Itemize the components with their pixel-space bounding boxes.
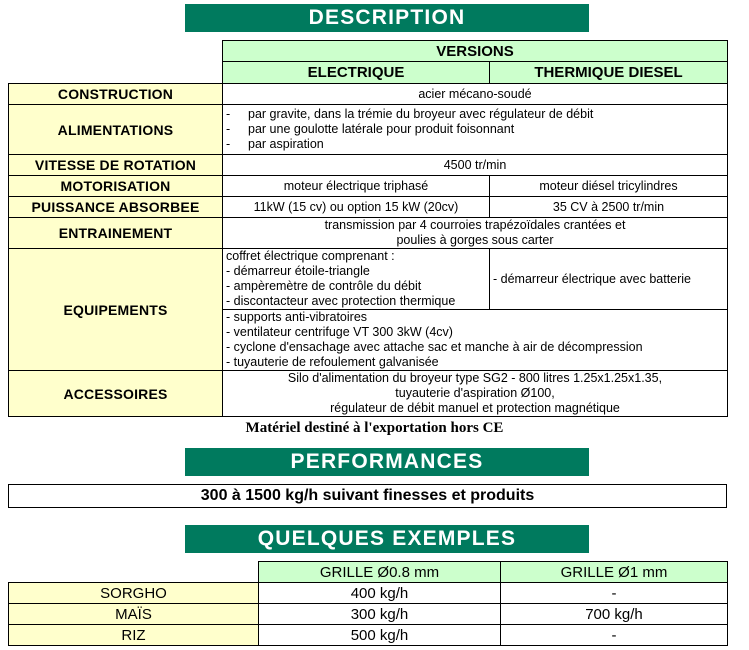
- entrainement-line-1: transmission par 4 courroies trapézoïdales crantées et: [324, 218, 626, 232]
- row-value-equipements-common: [223, 310, 728, 371]
- equipement-line: - cyclone d'ensachage avec attache sac et manche à air de décompression: [226, 340, 643, 354]
- list-item: [226, 137, 724, 152]
- equipement-line: - supports anti-vibratoires: [226, 310, 368, 324]
- cell-sorgho-grille-1: -: [501, 583, 728, 604]
- table-row-examples-header: [9, 562, 728, 583]
- list-item: [226, 122, 724, 137]
- accessoires-line-3: régulateur de débit manuel et protection magnétique: [330, 401, 620, 415]
- equipement-line: coffret électrique comprenant :: [226, 249, 395, 263]
- cell-mais-grille-1: 700 kg/h: [501, 604, 728, 625]
- equipement-line: - discontacteur avec protection thermique: [226, 294, 456, 308]
- table-row-vitesse: [9, 155, 728, 176]
- row-value-alimentations: [223, 105, 728, 155]
- accessoires-line-1: Silo d'alimentation du broyeur type SG2 - 800 litres 1.25x1.25x1.35,: [287, 371, 663, 385]
- equipement-line: - démarreur étoile-triangle: [226, 264, 370, 278]
- spacer-cell: [9, 41, 223, 62]
- examples-table: [8, 561, 728, 646]
- dash-marker: -: [226, 107, 231, 121]
- table-row-motorisation: [9, 176, 728, 197]
- row-value-equipements-electrique: [223, 249, 490, 310]
- table-row-puissance: [9, 197, 728, 218]
- column-header-electrique: ELECTRIQUE: [223, 62, 490, 84]
- section-banner-quelques-exemples: QUELQUES EXEMPLES: [185, 525, 589, 553]
- row-value-vitesse-de-rotation: 4500 tr/min: [223, 155, 728, 176]
- list-item: [226, 107, 724, 122]
- row-value-accessoires: [223, 371, 728, 417]
- row-value-puissance-thermique: 35 CV à 2500 tr/min: [490, 197, 728, 218]
- row-label-puissance-absorbee: PUISSANCE ABSORBEE: [9, 197, 223, 218]
- table-row: [9, 583, 728, 604]
- equipement-line: - tuyauterie de refoulement galvanisée: [226, 355, 439, 369]
- versions-header: VERSIONS: [223, 41, 728, 62]
- cell-riz-grille-08: 500 kg/h: [259, 625, 501, 646]
- row-value-motorisation-thermique: moteur diésel tricylindres: [490, 176, 728, 197]
- cell-riz-grille-1: -: [501, 625, 728, 646]
- performances-value: 300 à 1500 kg/h suivant finesses et produits: [8, 484, 727, 508]
- equipement-line: - démarreur électrique avec batterie: [493, 271, 692, 286]
- row-label-mais: MAÏS: [9, 604, 259, 625]
- section-banner-performances: PERFORMANCES: [185, 448, 589, 476]
- spacer-cell: [9, 62, 223, 84]
- column-header-thermique: THERMIQUE DIESEL: [490, 62, 728, 84]
- row-label-vitesse-de-rotation: VITESSE DE ROTATION: [9, 155, 223, 176]
- list-item-text: par une goulotte latérale pour produit foisonnant: [248, 122, 515, 136]
- list-item-text: par gravite, dans la trémie du broyeur avec régulateur de débit: [248, 107, 594, 121]
- row-label-construction: CONSTRUCTION: [9, 84, 223, 105]
- equipement-line: - ampèremètre de contrôle du débit: [226, 279, 422, 293]
- cell-mais-grille-08: 300 kg/h: [259, 604, 501, 625]
- section-banner-description: DESCRIPTION: [185, 4, 589, 32]
- table-row: [9, 625, 728, 646]
- table-row-version-columns: [9, 62, 728, 84]
- table-row: [9, 604, 728, 625]
- table-row-versions-header: [9, 41, 728, 62]
- row-label-equipements: EQUIPEMENTS: [9, 249, 223, 371]
- row-label-motorisation: MOTORISATION: [9, 176, 223, 197]
- export-note: Matériel destiné à l'exportation hors CE: [245, 420, 504, 436]
- row-value-equipements-thermique: [490, 249, 728, 310]
- list-item-text: par aspiration: [248, 137, 324, 151]
- row-label-sorgho: SORGHO: [9, 583, 259, 604]
- entrainement-line-2: poulies à gorges sous carter: [396, 233, 554, 247]
- table-row-entrainement: [9, 218, 728, 249]
- column-header-grille-1: GRILLE Ø1 mm: [501, 562, 728, 583]
- dash-marker: -: [226, 122, 231, 136]
- table-row-alimentations: [9, 105, 728, 155]
- row-value-motorisation-electrique: moteur électrique triphasé: [223, 176, 490, 197]
- row-label-alimentations: ALIMENTATIONS: [9, 105, 223, 155]
- cell-sorgho-grille-08: 400 kg/h: [259, 583, 501, 604]
- row-value-entrainement: [223, 218, 728, 249]
- row-label-entrainement: ENTRAINEMENT: [9, 218, 223, 249]
- table-row-accessoires: [9, 371, 728, 417]
- row-label-accessoires: ACCESSOIRES: [9, 371, 223, 417]
- accessoires-line-2: tuyauterie d'aspiration Ø100,: [395, 386, 555, 400]
- table-row-construction: [9, 84, 728, 105]
- column-header-grille-08: GRILLE Ø0.8 mm: [259, 562, 501, 583]
- table-row-equipements-split: [9, 249, 728, 310]
- row-value-puissance-electrique: 11kW (15 cv) ou option 15 kW (20cv): [223, 197, 490, 218]
- dash-marker: -: [226, 137, 231, 151]
- row-value-construction: acier mécano-soudé: [223, 84, 728, 105]
- description-table: [8, 40, 728, 417]
- spacer-cell: [9, 562, 259, 583]
- equipement-line: - ventilateur centrifuge VT 300 3kW (4cv): [226, 325, 453, 339]
- row-label-riz: RIZ: [9, 625, 259, 646]
